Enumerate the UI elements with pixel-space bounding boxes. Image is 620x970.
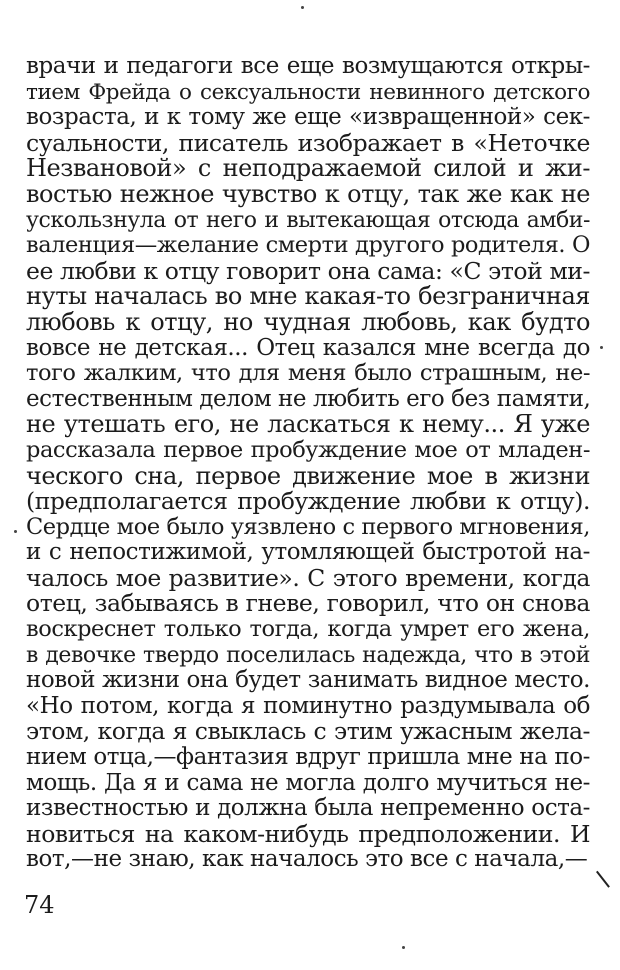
text-line: нием отца,—фантазия вдруг пришла мне на по- <box>26 744 590 771</box>
page-number: 74 <box>24 891 55 919</box>
text-line: нуты началась во мне какая-то безграничная <box>26 282 590 311</box>
scan-speck <box>600 346 603 349</box>
text-line: Незвановой» с неподражаемой силой и жи- <box>26 154 590 183</box>
text-line: новиться на каком-нибудь предположении. И <box>26 819 590 848</box>
scan-speck <box>14 530 17 533</box>
text-line: этом, когда я свыклась с этим ужасным жела- <box>26 717 590 746</box>
text-line: не утешать его, не ласкаться к нему... Я уже <box>26 410 590 439</box>
text-line: того жалким, что для меня было страшным, не- <box>26 360 590 387</box>
text-line: вовсе не детская... Отец казался мне всегда до <box>26 334 590 361</box>
text-line: возраста, и к тому же еще «извращенной» сек- <box>26 104 590 131</box>
text-line: «Но потом, когда я поминутно раздумывала об <box>26 692 590 719</box>
text-line: любовь к отцу, но чудная любовь, как будто <box>26 307 590 336</box>
text-line: востью нежное чувство к отцу, так же как не <box>26 179 590 208</box>
body-text <box>26 54 590 873</box>
text-line: ускользнула от него и вытекающая отсюда амби- <box>26 207 590 233</box>
pen-mark <box>596 871 610 888</box>
text-line: в девочке твердо поселилась надежда, что в этой <box>26 642 590 668</box>
text-line: отец, забываясь в гневе, говорил, что он снова <box>26 589 590 618</box>
text-line: естественным делом не любить его без памяти, <box>26 385 591 412</box>
text-line: тием Фрейда о сексуальности невинного детского <box>26 79 590 105</box>
text-line: суальности, писатель изображает в «Неточке <box>26 128 590 157</box>
scan-speck <box>402 946 405 949</box>
text-line: и с непостижимой, утомляющей быстротой на- <box>26 539 590 566</box>
text-line: валенция—желание смерти другого родителя. О <box>26 232 590 259</box>
text-line: ее любви к отцу говорит она сама: «С этой ми- <box>26 256 590 285</box>
text-line: мощь. Да я и сама не могла долго мучиться не- <box>26 769 590 796</box>
text-line: Сердце мое было уязвлено с первого мгновения, <box>26 513 590 540</box>
text-line: вот,—не знаю, как началось это все с начала,— <box>26 846 588 873</box>
scan-speck <box>301 6 304 9</box>
text-line: чалось мое развитие». С этого времени, когда <box>26 563 590 592</box>
text-line: рассказала первое пробуждение мое от младен- <box>26 436 590 463</box>
text-line: воскреснет только тогда, когда умрет его жена, <box>26 616 590 643</box>
text-line: новой жизни она будет занимать видное место. <box>26 667 590 694</box>
text-line: известностью и должна была непременно оста- <box>26 795 590 822</box>
text-line: ческого сна, первое движение мое в жизни <box>26 461 590 490</box>
text-line: (предполагается пробуждение любви к отцу). <box>26 487 590 516</box>
text-line: врачи и педагоги все еще возмущаются откры- <box>26 53 590 79</box>
